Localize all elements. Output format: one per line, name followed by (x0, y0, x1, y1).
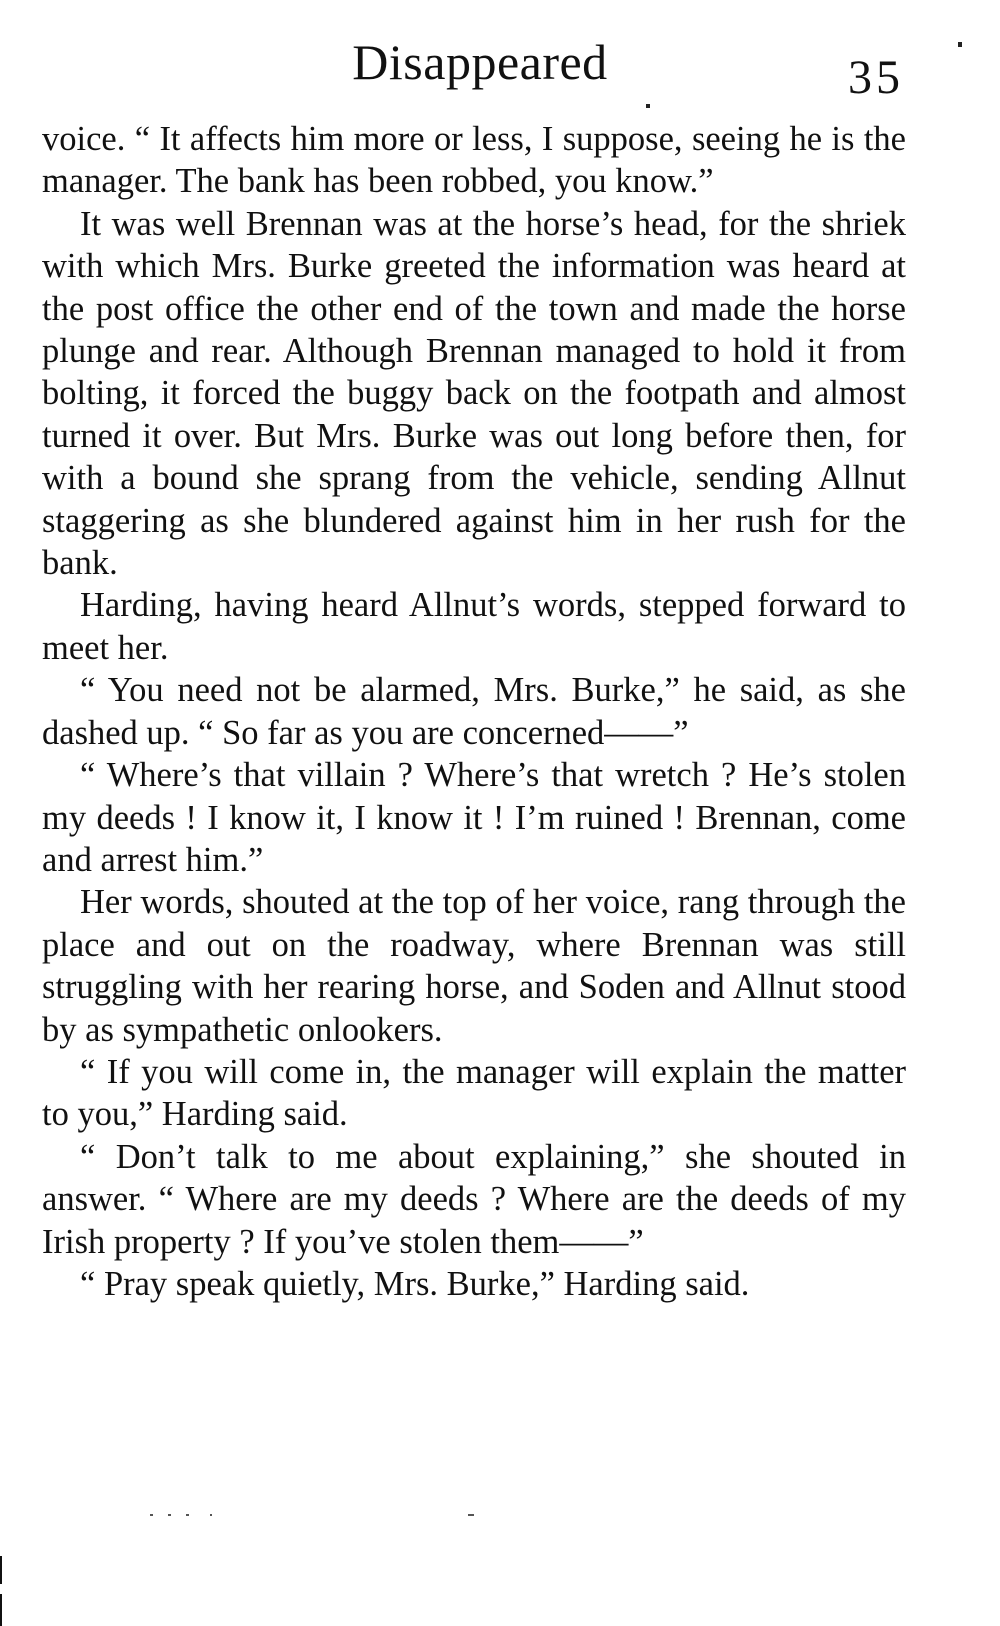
scan-edge-mark (0, 1594, 2, 1626)
paragraph: voice. “ It affects him more or less, I suppose, seeing he is the manager. The bank has been robbed, you know.” (42, 120, 906, 201)
paragraph: “ Don’t talk to me about explaining,” she shouted in answer. “ Where are my deeds ? Where are the deeds of my Irish property ? If you’ve stolen them——” (42, 1137, 906, 1261)
print-artifact-dots (150, 1513, 480, 1517)
body-text (42, 118, 906, 1305)
scan-edge-mark (0, 1556, 2, 1584)
print-speck (958, 42, 962, 47)
paragraph: It was well Brennan was at the horse’s head, for the shriek with which Mrs. Burke greeted the information was heard at the post office the other end of the town and made the horse plunge and rear. Although Brennan managed to hold it from bolting, it forced the buggy back on the footpath and almost turned it over. But Mrs. Burke was out long before then, for with a bound she sprang from the vehicle, sending Allnut staggering as she blundered against him in her rush for the bank. (42, 204, 906, 583)
paragraph: Harding, having heard Allnut’s words, stepped forward to meet her. (42, 586, 906, 667)
paragraph: Her words, shouted at the top of her voice, rang through the place and out on the roadway, where Brennan was still struggling with her rearing horse, and Soden and Allnut stood by as sympathetic onlookers. (42, 883, 906, 1049)
paragraph: “ Pray speak quietly, Mrs. Burke,” Harding said. (80, 1264, 750, 1303)
running-title-text: Disappeared (352, 34, 608, 90)
print-speck (646, 104, 650, 108)
paragraph: “ Where’s that villain ? Where’s that wretch ? He’s stolen my deeds ! I know it, I know it ! I’m ruined ! Brennan, come and arrest him.” (42, 756, 906, 879)
paragraph: “ You need not be alarmed, Mrs. Burke,” he said, as she dashed up. “ So far as you are concerned——” (42, 671, 906, 752)
paragraph: “ If you will come in, the manager will explain the matter to you,” Harding said. (42, 1052, 906, 1134)
page-number: 35 (848, 51, 904, 104)
